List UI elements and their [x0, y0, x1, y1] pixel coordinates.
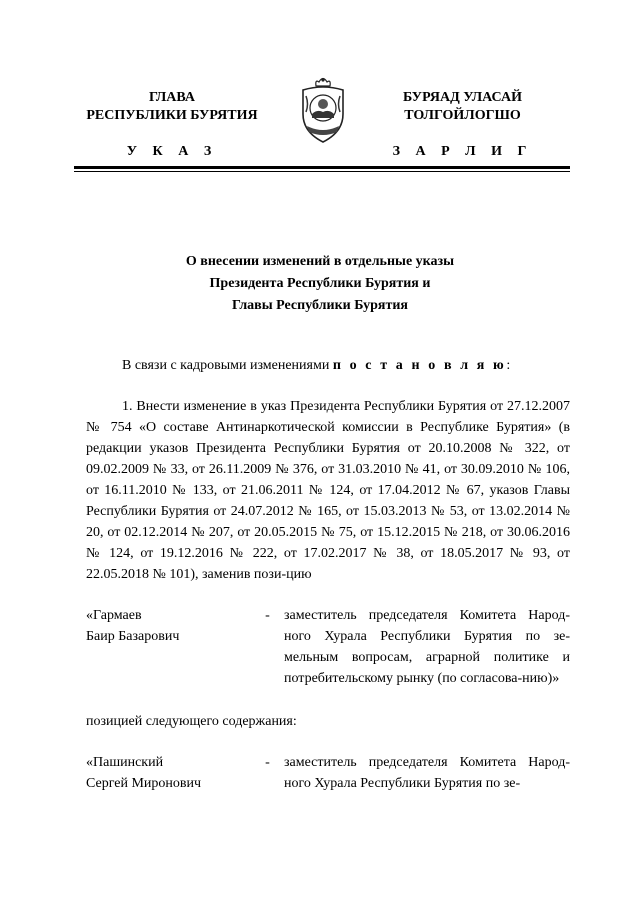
- position-new-dash: -: [265, 755, 270, 770]
- header-left-line2: РЕСПУБЛИКИ БУРЯТИЯ: [86, 108, 258, 123]
- decree-word: п о с т а н о в л я ю: [332, 358, 507, 373]
- item-1-paragraph: 1. Внести изменение в указ Президента Республики Бурятия от 27.12.2007 № 754 «О составе Антинаркотической комиссии в Республике Бурятия» (в редакции указов Президента Республики Бурятия от 20.10.2008 № 322, от 09.02.2009 № 33, от 26.11.2009 № 376, от 31.03.2010 № 41, от 30.09.2010 № 106, от 16.11.2010 № 133, от 21.06.2011 № 124, от 17.04.2012 № 67, указов Главы Республики Бурятия от 24.07.2012 № 165, от 15.03.2013 № 53, от 13.02.2014 № 20, от 02.12.2014 № 207, от 20.05.2015 № 75, от 15.12.2015 № 218, от 30.06.2016 № 124, от 19.12.2016 № 222, от 17.02.2017 № 38, от 18.05.2017 № 93, от 22.05.2018 № 101), заменив пози-цию: [86, 399, 570, 582]
- position-new-name: [86, 752, 251, 794]
- decree-kind-label-buryat: З А Р Л И Г: [392, 144, 533, 159]
- header-right: [355, 89, 570, 161]
- header-left-line1: ГЛАВА: [149, 90, 195, 105]
- position-old-name: [86, 605, 251, 689]
- header-right-line1: БУРЯАД УЛАСАЙ: [403, 90, 522, 105]
- connector-paragraph: позицией следующего содержания:: [86, 714, 297, 729]
- decree-kind-label: У К А З: [126, 144, 218, 159]
- position-new-surname: «Пашинский: [86, 755, 164, 770]
- header-divider-thin: [74, 171, 570, 172]
- position-old-given-name: Баир Базарович: [86, 629, 180, 644]
- title-line3: Главы Республики Бурятия: [231, 298, 408, 313]
- position-new: [86, 752, 570, 794]
- position-new-given-name: Сергей Миронович: [86, 776, 202, 791]
- intro-end: :: [506, 358, 511, 373]
- position-new-description: заместитель председателя Комитета Народ-ного Хурала Республики Бурятия по зе-: [284, 755, 570, 791]
- header-divider-thick: [74, 166, 570, 169]
- position-old-description: заместитель председателя Комитета Народ-ного Хурала Республики Бурятия по зе-мельным вопросам, аграрной политике и потребительскому рынку (по согласова-нию)»: [284, 608, 570, 686]
- position-old: [86, 605, 570, 689]
- position-old-surname: «Гармаев: [86, 608, 142, 623]
- header-right-line2: ТОЛГОЙЛОГШО: [404, 108, 521, 123]
- position-old-dash: -: [265, 608, 270, 623]
- intro-paragraph: [86, 355, 570, 376]
- title-line2: Президента Республики Бурятия и: [209, 276, 431, 291]
- intro-text: В связи с кадровыми изменениями: [122, 358, 333, 373]
- document-body: [86, 355, 570, 794]
- coat-of-arms-icon: [299, 74, 347, 148]
- document-title: [100, 251, 540, 317]
- title-line1: О внесении изменений в отдельные указы: [185, 254, 455, 269]
- header-left: [62, 89, 282, 161]
